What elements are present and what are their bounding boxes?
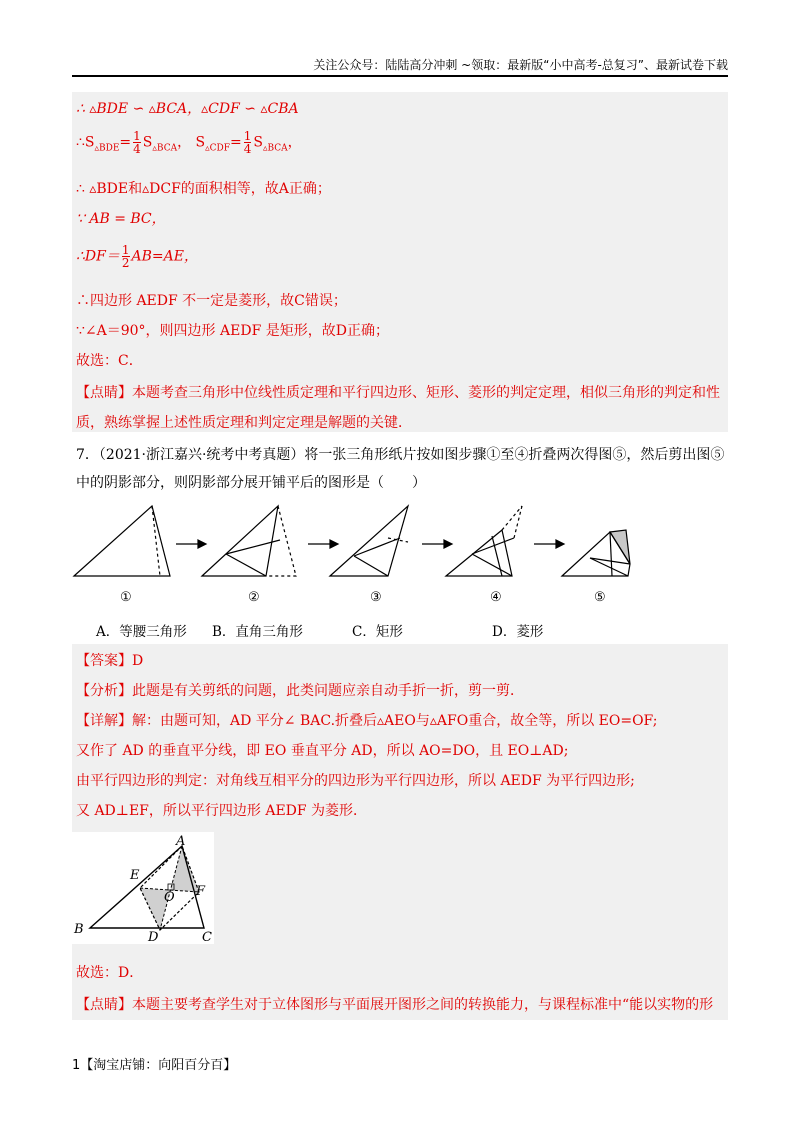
sol-line-3: ∴ ▵BDE和▵DCF的面积相等，故A正确；: [76, 181, 331, 197]
choice-b: B．直角三角形: [212, 624, 303, 640]
rhombus-figure: [72, 832, 214, 944]
detail-line-1: 【详解】解：由题可知，AD 平分∠ BAC.折叠后▵AEO与▵AFO重合，故全等，所以 EO=OF;: [76, 713, 658, 729]
choice-c: C．矩形: [352, 624, 403, 640]
sol-line-5: ∴DF＝ $\frac{1}{2}$ AB=AE，: [76, 243, 198, 270]
point-c-label: C: [202, 930, 212, 945]
folding-steps-figure: [72, 500, 652, 610]
page-footer: 1【淘宝店铺：向阳百分百】: [72, 1058, 237, 1073]
page-header: 关注公众号：陆陆高分冲刺 ~领取：最新版“小中高考-总复习”、最新试卷下载: [313, 58, 728, 72]
sol-line-4: ∵ AB = BC，: [76, 211, 166, 227]
detail-line-4: 又 AD⊥EF，所以平行四边形 AEDF 为菱形．: [76, 803, 368, 819]
point-e-label: E: [130, 868, 140, 883]
choose-line: 故选：D．: [76, 965, 144, 981]
fig-label-5: ⑤: [594, 590, 606, 605]
choice-a: A．等腰三角形: [96, 624, 187, 640]
answer-line: 【答案】D: [76, 653, 144, 669]
sol-line-6: ∴四边形 AEDF 不一定是菱形，故C错误；: [76, 293, 347, 309]
sol-line-9: 【点睛】本题考查三角形中位线性质定理和平行四边形、矩形、菱形的判定定理，相似三角形的判定和性: [76, 385, 720, 401]
point-o-label: O: [164, 890, 175, 905]
sol-line-10: 质，熟练掌握上述性质定理和判定定理是解题的关键．: [76, 415, 412, 431]
sol-line-1: ∴ ▵BDE ∽ ▵BCA，▵CDF ∽ ▵CBA: [76, 101, 299, 117]
q7-line-2: 中的阴影部分，则阴影部分展开铺平后的图形是（ ）: [76, 475, 426, 491]
sol-line-7: ∵∠A＝90°，则四边形 AEDF 是矩形，故D正确；: [76, 323, 389, 339]
sol-line-8: 故选：C．: [76, 353, 143, 369]
detail-line-3: 由平行四边形的判定：对角线互相平分的四边形为平行四边形，所以 AEDF 为平行四边形;: [76, 773, 635, 789]
sol-line-2: $\therefore S_{▵BDE}= \frac{1}{4}$ $S_{▵BCA}$， $S_{▵CDF}= \frac{1}{4}$ $S_{▵BCA}$，: [76, 129, 302, 156]
point-d-label: D: [148, 930, 159, 945]
summary-line: 【点睛】本题主要考查学生对于立体图形与平面展开图形之间的转换能力，与课程标准中“能以实物的形: [76, 997, 714, 1013]
fig-label-1: ①: [120, 590, 132, 605]
fig-label-3: ③: [370, 590, 382, 605]
choice-d: D．菱形: [492, 624, 544, 640]
point-a-label: A: [176, 834, 186, 849]
header-rule: [72, 75, 728, 77]
analysis-line: 【分析】此题是有关剪纸的问题，此类问题应亲自动手折一折，剪一剪．: [76, 683, 524, 699]
fig-label-2: ②: [248, 590, 260, 605]
point-f-label: F: [196, 884, 206, 899]
fig-label-4: ④: [490, 590, 502, 605]
point-b-label: B: [74, 922, 84, 937]
detail-line-2: 又作了 AD 的垂直平分线，即 EO 垂直平分 AD，所以 AO=DO，且 EO⊥AD;: [76, 743, 569, 759]
q7-line-1: 7．（2021·浙江嘉兴·统考中考真题）将一张三角形纸片按如图步骤①至④折叠两次得图⑤，然后剪出图⑤: [76, 447, 725, 463]
